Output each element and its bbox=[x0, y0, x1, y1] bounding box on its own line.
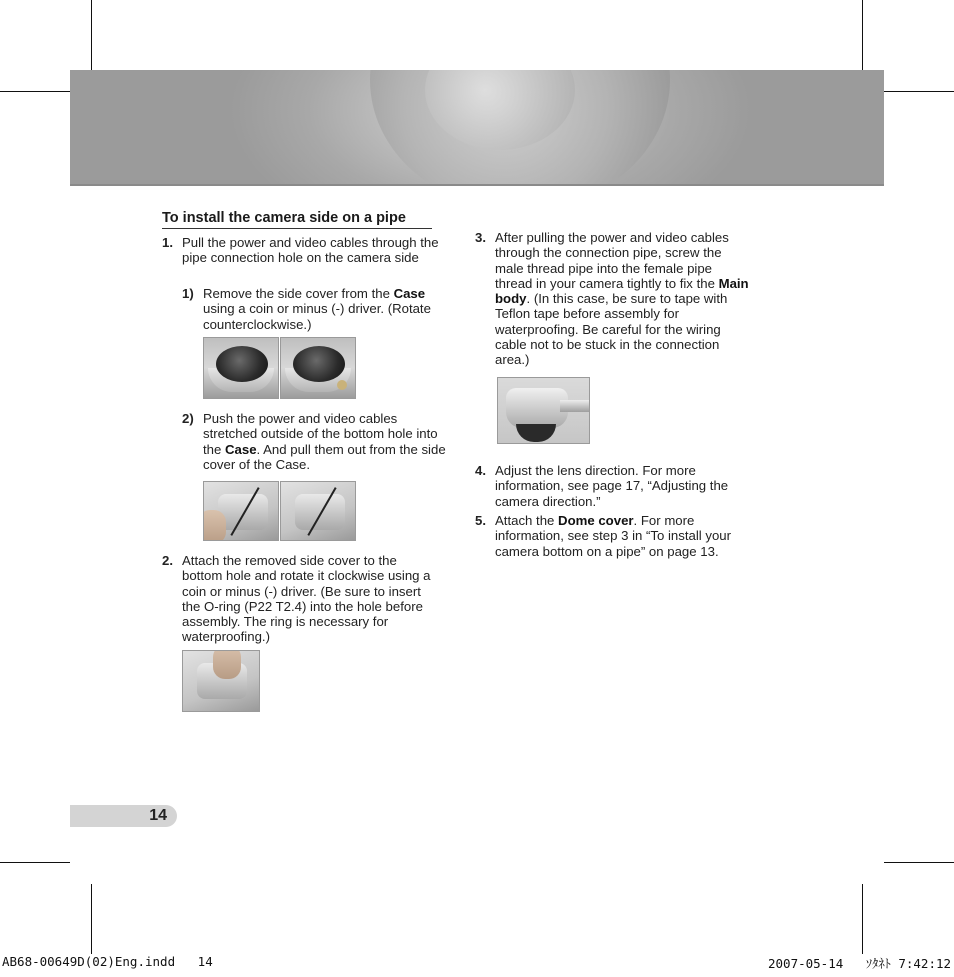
step-number: 5. bbox=[475, 513, 486, 528]
step-number: 2) bbox=[182, 411, 194, 426]
footer-file-info: AB68-00649D(02)Eng.indd 14 bbox=[2, 954, 213, 969]
step-number: 1) bbox=[182, 286, 194, 301]
step-number: 4. bbox=[475, 463, 486, 478]
header-banner-image bbox=[70, 70, 884, 186]
step-2 bbox=[162, 553, 442, 647]
photo-side-cover-removed bbox=[280, 337, 356, 399]
step-text: Remove the side cover from the Case using a coin or minus (-) driver. (Rotate counterclockwise.) bbox=[203, 286, 431, 332]
crop-mark bbox=[91, 884, 92, 954]
step-number: 1. bbox=[162, 235, 173, 250]
crop-mark bbox=[884, 862, 954, 863]
crop-mark bbox=[884, 91, 954, 92]
page-number: 14 bbox=[149, 807, 167, 824]
step-5 bbox=[475, 513, 755, 561]
step-number: 2. bbox=[162, 553, 173, 568]
page-number-badge bbox=[70, 805, 177, 827]
crop-mark bbox=[0, 862, 70, 863]
step-4 bbox=[475, 463, 755, 511]
step-number: 3. bbox=[475, 230, 486, 245]
photo-pipe-connection bbox=[497, 377, 590, 444]
step-text: Attach the removed side cover to the bottom hole and rotate it clockwise using a coin or minus (-) driver. (Be sure to insert the O-ring (P22 T2.4) into the hole before assembly. The ring is necessary for waterproofing.) bbox=[182, 553, 431, 645]
step-text: Adjust the lens direction. For more information, see page 17, “Adjusting the camera direction.” bbox=[495, 463, 729, 509]
step-text: After pulling the power and video cables through the connection pipe, screw the male thread pipe into the female pipe thread in your camera tightly to fix the Main body. (In this case, be sure to tape with Teflon tape before assembly for waterproofing. Be careful for the wiring cable not to be stuck in the connection area.) bbox=[495, 230, 749, 368]
step-1 bbox=[162, 235, 442, 283]
photo-remove-side-cover bbox=[203, 337, 279, 399]
crop-mark bbox=[862, 0, 863, 70]
crop-mark bbox=[0, 91, 70, 92]
photo-pull-cables bbox=[280, 481, 356, 541]
substep-2 bbox=[182, 411, 447, 475]
step-text: Pull the power and video cables through the pipe connection hole on the camera side bbox=[182, 235, 439, 266]
crop-mark bbox=[862, 884, 863, 954]
photo-push-cables bbox=[203, 481, 279, 541]
step-text: Attach the Dome cover. For more information, see step 3 in “To install your camera bottom on a pipe” on page 13. bbox=[495, 513, 732, 559]
footer-timestamp: 2007-05-14 ｿﾀﾈﾄ 7:42:12 bbox=[768, 956, 952, 971]
crop-mark bbox=[91, 0, 92, 70]
step-text: Push the power and video cables stretched outside of the bottom hole into the Case. And pull them out from the side cover of the Case. bbox=[203, 411, 446, 472]
photo-attach-side-cover bbox=[182, 650, 260, 712]
section-heading: To install the camera side on a pipe bbox=[162, 210, 432, 229]
substep-1 bbox=[182, 286, 447, 332]
step-3 bbox=[475, 230, 755, 370]
